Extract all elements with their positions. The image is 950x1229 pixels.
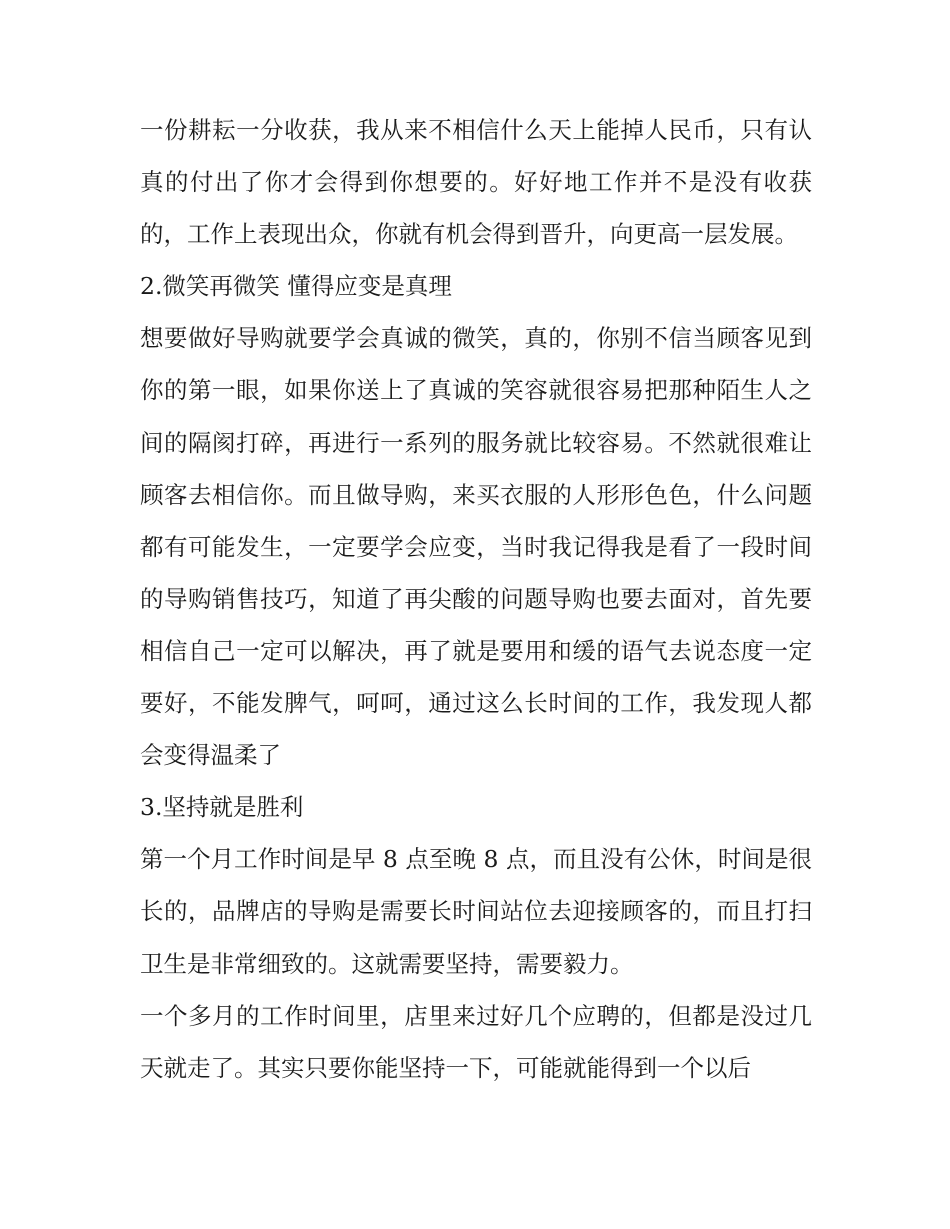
section-heading-persist: 3.坚持就是胜利 <box>140 793 304 822</box>
paragraph-work-hours: 第一个月工作时间是早 8 点至晚 8 点，而且没有公休，时间是很长的，品牌店的导购是需要长时间站位去迎接顾客的，而且打扫卫生是非常细致的。这就需要坚持，需要毅力。 <box>140 845 812 978</box>
paragraph-smile: 想要做好导购就要学会真诚的微笑，真的，你别不信当顾客见到你的第一眼，如果你送上了真诚的笑容就很容易把那种陌生人之间的隔阂打碎，再进行一系列的服务就比较容易。不然就很难让顾客去相信你。而且做导购，来买衣服的人形形色色，什么问题都有可能发生，一定要学会应变，当时我记得我是看了一段时间的导购销售技巧，知道了再尖酸的问题导购也要去面对，首先要相信自己一定可以解决，再了就是要用和缓的语气去说态度一定要好，不能发脾气，呵呵，通过这么长时间的工作，我发现人都会变得温柔了 <box>140 324 812 770</box>
paragraph-applicants: 一个多月的工作时间里，店里来过好几个应聘的，但都是没过几天就走了。其实只要你能坚持一下，可能就能得到一个以后 <box>140 1001 812 1082</box>
document-body <box>140 104 812 1094</box>
section-heading-smile: 2.微笑再微笑 懂得应变是真理 <box>140 272 452 301</box>
paragraph-harvest: 一份耕耘一分收获，我从来不相信什么天上能掉人民币，只有认真的付出了你才会得到你想要的。好好地工作并不是没有收获的，工作上表现出众，你就有机会得到晋升，向更高一层发展。 <box>140 116 812 249</box>
